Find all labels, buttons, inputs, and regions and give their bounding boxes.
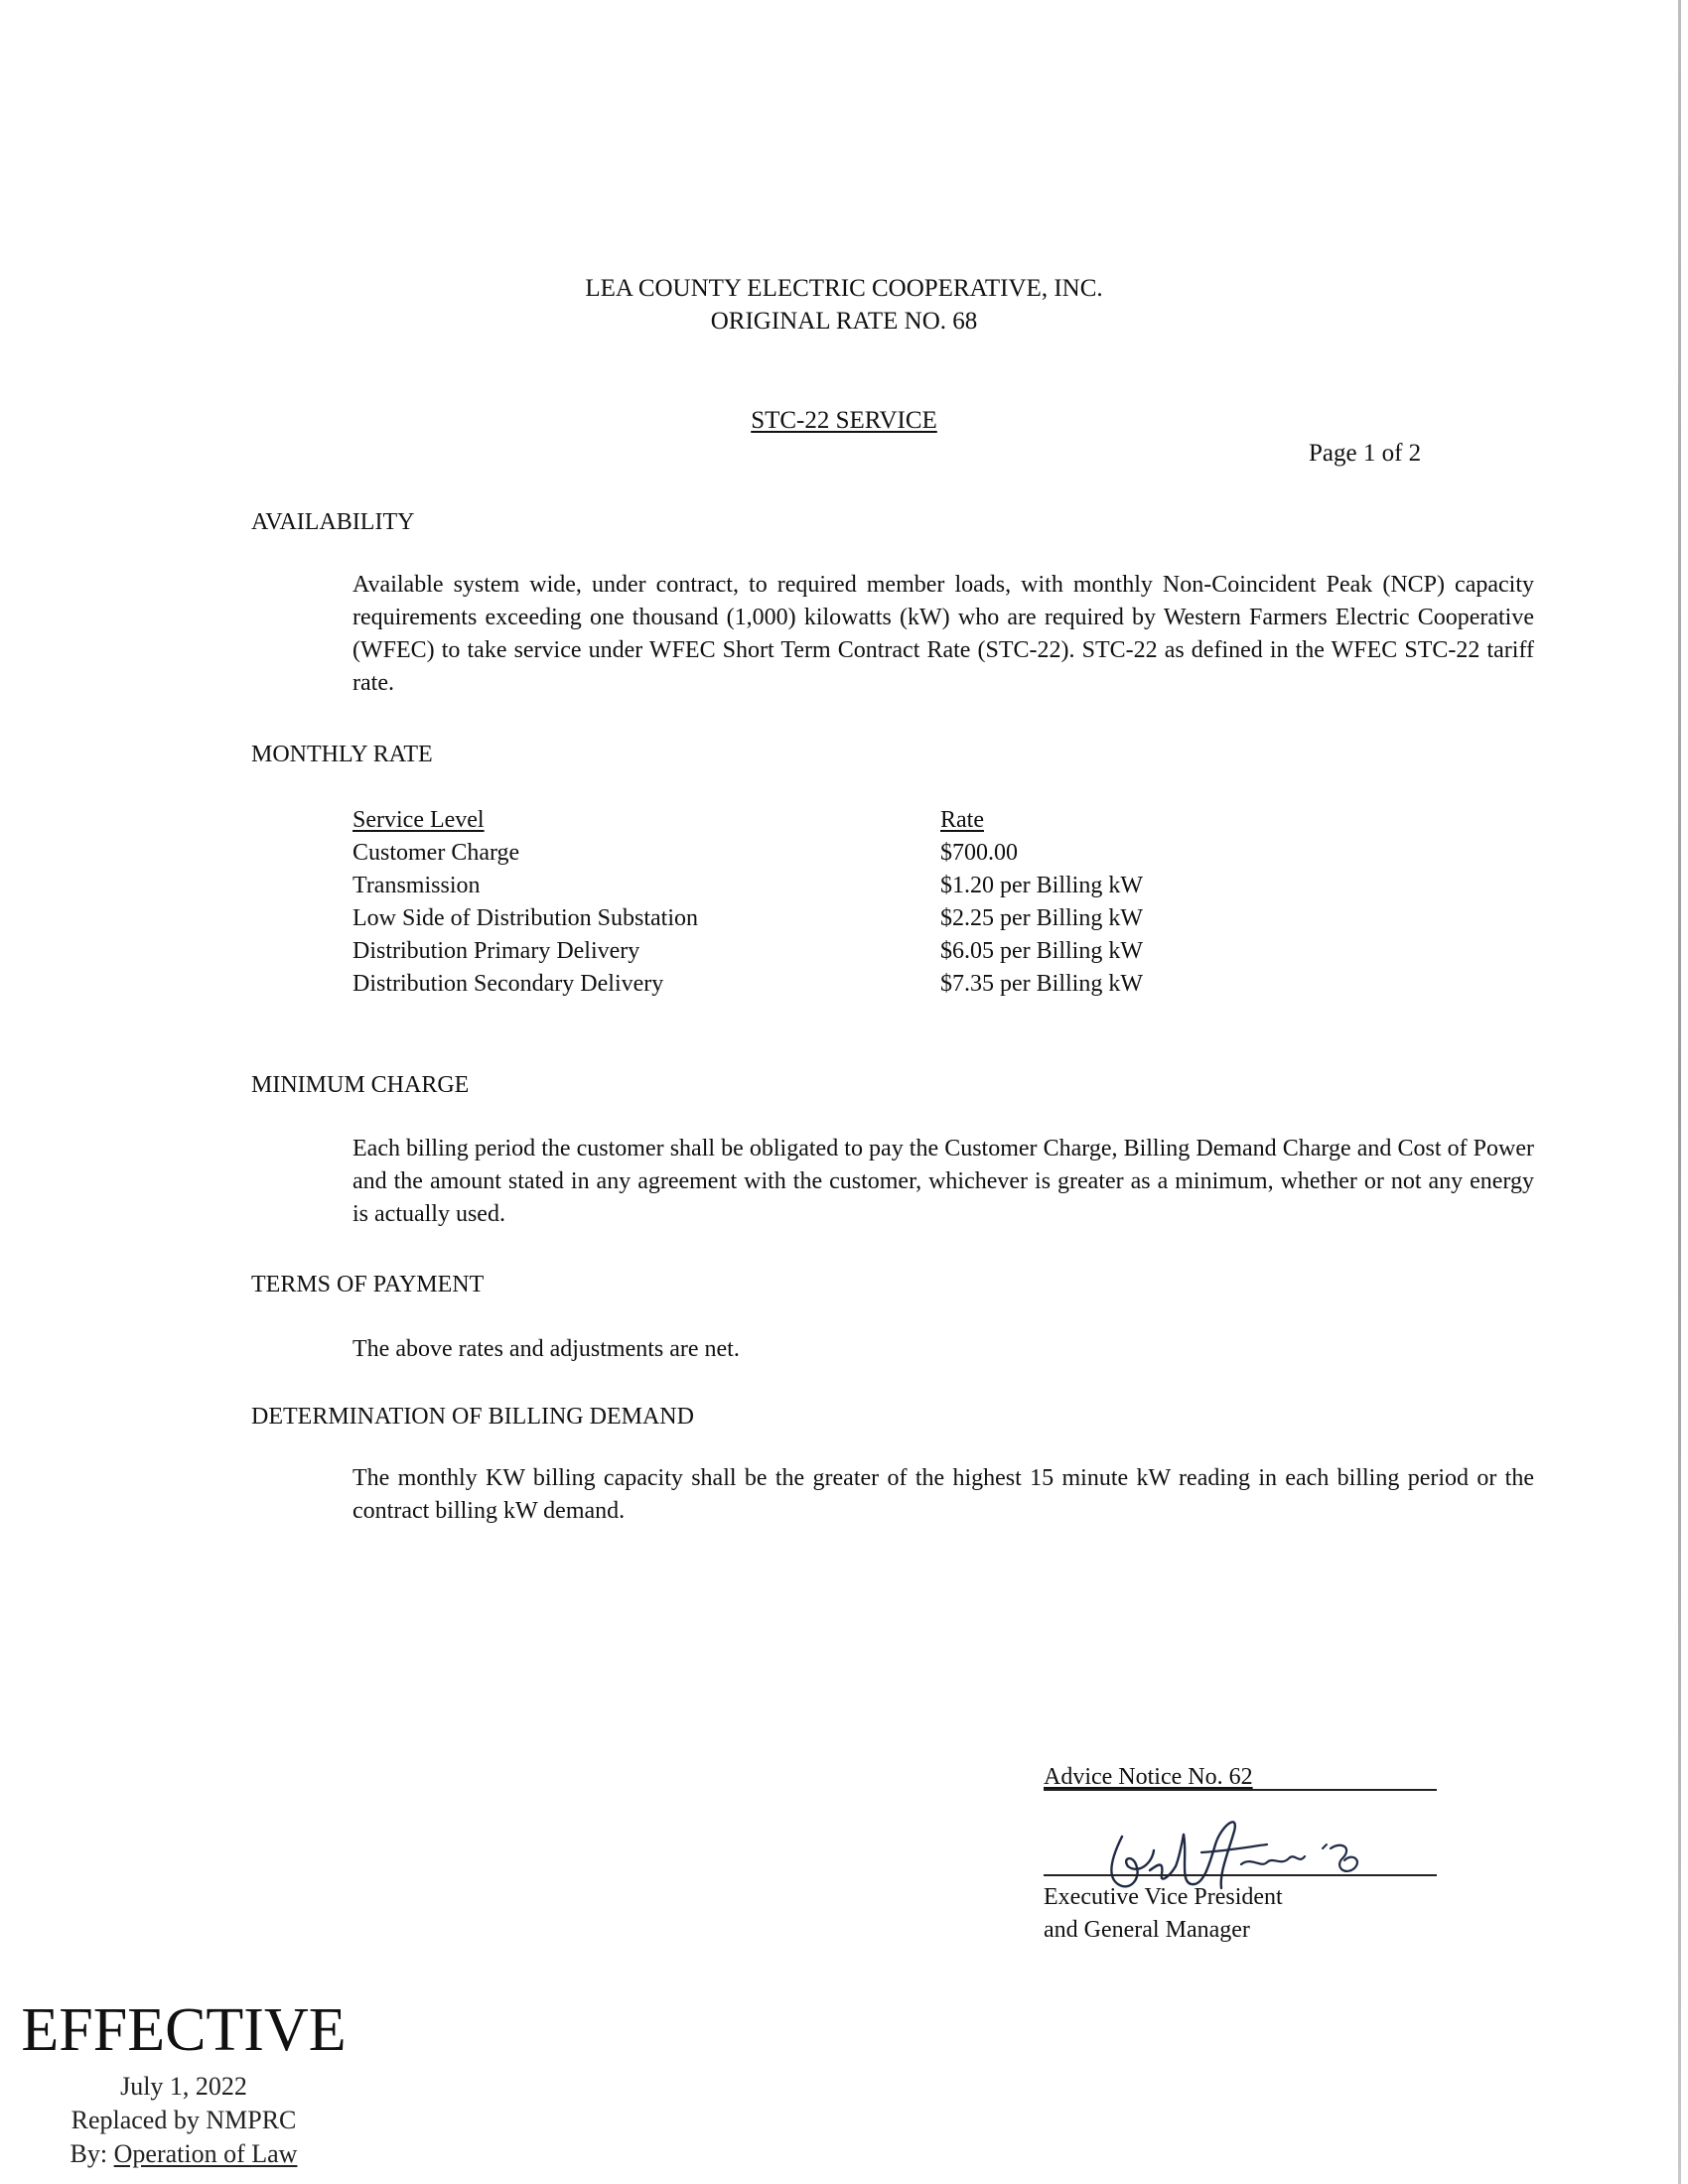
monthly-rate-heading: MONTHLY RATE bbox=[251, 742, 433, 767]
minimum-charge-heading: MINIMUM CHARGE bbox=[251, 1072, 470, 1098]
signature-line bbox=[1044, 1874, 1437, 1876]
rate-value: $7.35 per Billing kW bbox=[940, 971, 1143, 997]
availability-heading: AVAILABILITY bbox=[251, 509, 415, 535]
replaced-by: Replaced by NMPRC bbox=[70, 2106, 297, 2134]
rate-row bbox=[352, 902, 1246, 935]
terms-of-payment-text: The above rates and adjustments are net. bbox=[352, 1336, 740, 1362]
rate-value: $700.00 bbox=[940, 840, 1018, 866]
availability-text: Available system wide, under contract, to required member loads, with monthly Non-Coincident Peak (NCP) capacity requirements exceeding one thousand (1,000) kilowatts (kW) who are required by Western Farmers Electric Cooperative (WFEC) to take service under WFEC Short Term Contract Rate (STC-22). STC-22 as defined in the WFEC STC-22 tariff rate. bbox=[352, 572, 1534, 696]
rate-row bbox=[352, 837, 1246, 870]
service-level: Low Side of Distribution Substation bbox=[352, 905, 698, 931]
billing-demand-text: The monthly KW billing capacity shall be the greater of the highest 15 minute kW reading in each billing period or the contract billing kW demand. bbox=[352, 1465, 1534, 1524]
service-level: Distribution Primary Delivery bbox=[352, 938, 640, 964]
rate-value: $2.25 per Billing kW bbox=[940, 905, 1143, 931]
signer-title-line2: and General Manager bbox=[1044, 1917, 1250, 1943]
by-label: By: bbox=[70, 2139, 108, 2168]
rate-row bbox=[352, 968, 1246, 1001]
by-value: Operation of Law bbox=[113, 2139, 298, 2168]
service-title-text: STC-22 SERVICE bbox=[751, 407, 937, 434]
rate-row bbox=[352, 870, 1246, 902]
rate-row bbox=[352, 935, 1246, 968]
service-level: Transmission bbox=[352, 873, 481, 898]
page-number: Page 1 of 2 bbox=[1309, 440, 1422, 467]
rate-value: $6.05 per Billing kW bbox=[940, 938, 1143, 964]
terms-of-payment-heading: TERMS OF PAYMENT bbox=[251, 1272, 485, 1297]
service-level-column-header: Service Level bbox=[352, 807, 485, 833]
effective-title: EFFECTIVE bbox=[21, 1996, 347, 2064]
rate-number: ORIGINAL RATE NO. 68 bbox=[710, 308, 978, 335]
rate-column-header: Rate bbox=[940, 807, 984, 833]
rate-value: $1.20 per Billing kW bbox=[940, 873, 1143, 898]
advice-notice-text: Advice Notice No. 62 bbox=[1044, 1764, 1253, 1790]
service-title bbox=[0, 404, 1688, 437]
service-level: Customer Charge bbox=[352, 840, 520, 866]
company-name: LEA COUNTY ELECTRIC COOPERATIVE, INC. bbox=[585, 275, 1103, 302]
signer-title-line1: Executive Vice President bbox=[1044, 1884, 1283, 1910]
replaced-by-method bbox=[20, 2137, 348, 2171]
billing-demand-heading: DETERMINATION OF BILLING DEMAND bbox=[251, 1404, 694, 1430]
minimum-charge-text: Each billing period the customer shall be obligated to pay the Customer Charge, Billing Demand Charge and Cost of Power and the amount stated in any agreement with the customer, whichever is greater as a minimum, whether or not any energy is actually used. bbox=[352, 1136, 1534, 1227]
effective-date: July 1, 2022 bbox=[120, 2072, 247, 2101]
service-level: Distribution Secondary Delivery bbox=[352, 971, 664, 997]
advice-notice-line bbox=[1044, 1789, 1437, 1791]
rate-table-header bbox=[352, 804, 1246, 837]
